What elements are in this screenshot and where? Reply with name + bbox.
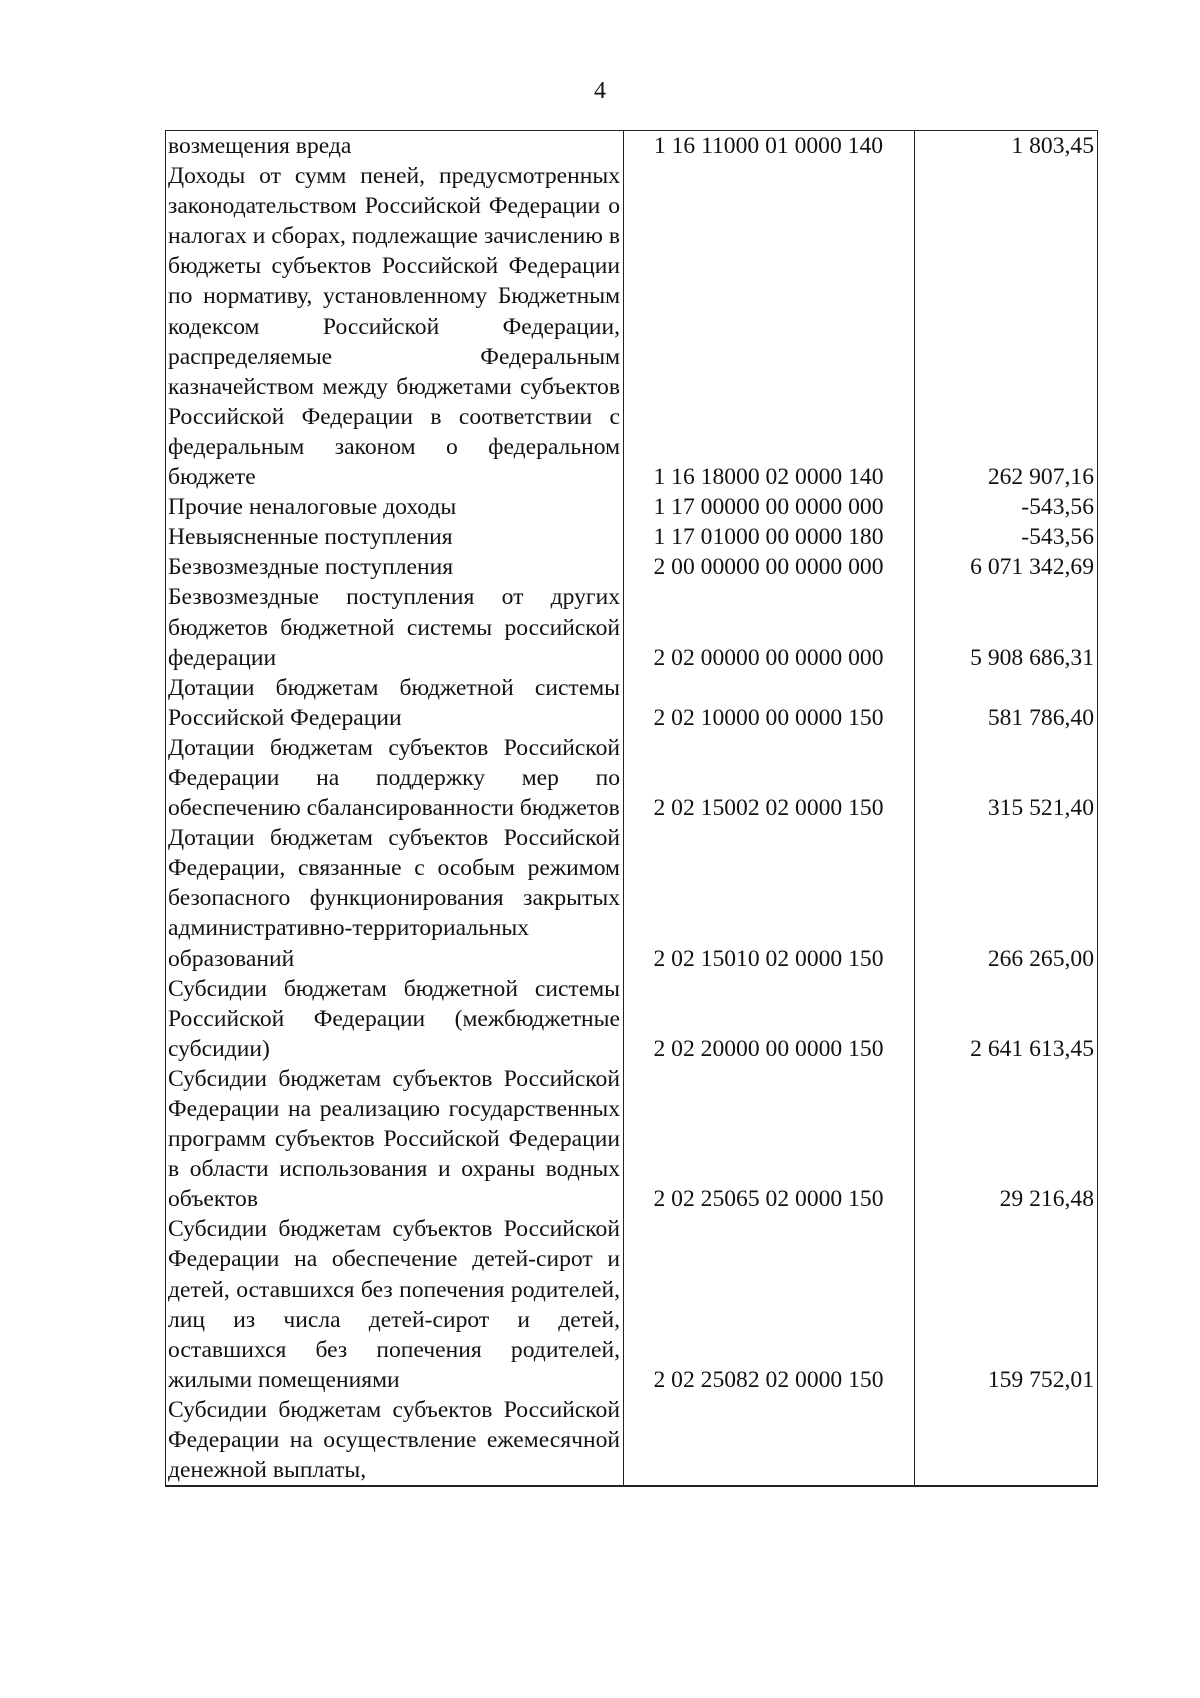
row-name: Субсидии бюджетам субъектов Российской Федерации на реализацию государственных программ субъектов Российской Федерации в области использования и охраны водных объектов [166, 1064, 624, 1214]
row-code: 2 02 25082 02 0000 150 [624, 1214, 915, 1395]
table-row [166, 1214, 1098, 1395]
row-amount: 159 752,01 [915, 1214, 1098, 1395]
row-name: Дотации бюджетам бюджетной системы Российской Федерации [166, 673, 624, 733]
row-name: Субсидии бюджетам субъектов Российской Федерации на обеспечение детей-сирот и детей, оставшихся без попечения родителей, лиц из числа детей-сирот и детей, оставшихся без попечения родителей, жилыми помещениями [166, 1214, 624, 1395]
row-amount: 6 071 342,69 [915, 552, 1098, 582]
table-row [166, 522, 1098, 552]
row-name: Невыясненные поступления [166, 522, 624, 552]
row-code: 2 02 00000 00 0000 000 [624, 582, 915, 672]
row-amount: 2 641 613,45 [915, 974, 1098, 1064]
row-amount: 5 908 686,31 [915, 582, 1098, 672]
row-name: возмещения вреда [166, 131, 624, 162]
row-code: 2 02 15002 02 0000 150 [624, 733, 915, 823]
row-amount: 581 786,40 [915, 673, 1098, 733]
table-row [166, 131, 1098, 162]
row-amount: -543,56 [915, 492, 1098, 522]
row-name: Дотации бюджетам субъектов Российской Федерации на поддержку мер по обеспечению сбалансированности бюджетов [166, 733, 624, 823]
page-number: 4 [594, 78, 606, 104]
row-code: 2 02 25065 02 0000 150 [624, 1064, 915, 1214]
row-name: Прочие неналоговые доходы [166, 492, 624, 522]
table-row [166, 492, 1098, 522]
row-amount: -543,56 [915, 522, 1098, 552]
table-row [166, 552, 1098, 582]
row-code: 2 02 10000 00 0000 150 [624, 673, 915, 733]
row-name: Безвозмездные поступления [166, 552, 624, 582]
row-name: Субсидии бюджетам бюджетной системы Российской Федерации (межбюджетные субсидии) [166, 974, 624, 1064]
row-code: 1 17 00000 00 0000 000 [624, 492, 915, 522]
row-code: 2 02 20000 00 0000 150 [624, 974, 915, 1064]
table-row [166, 823, 1098, 973]
row-code: 1 16 18000 02 0000 140 [624, 161, 915, 492]
row-code: 1 17 01000 00 0000 180 [624, 522, 915, 552]
row-name: Доходы от сумм пеней, предусмотренных законодательством Российской Федерации о налогах и сборах, подлежащие зачислению в бюджеты субъектов Российской Федерации по нормативу, установленному Бюджетным кодексом Российской Федерации, распределяемые Федеральным казначейством между бюджетами субъектов Российской Федерации в соответствии с федеральным законом о федеральном бюджете [166, 161, 624, 492]
row-amount [915, 1395, 1098, 1486]
budget-revenue-table [165, 130, 1098, 1487]
row-amount: 29 216,48 [915, 1064, 1098, 1214]
row-name: Субсидии бюджетам субъектов Российской Федерации на осуществление ежемесячной денежной выплаты, [166, 1395, 624, 1486]
row-name: Дотации бюджетам субъектов Российской Федерации, связанные с особым режимом безопасного функционирования закрытых административно-территориальных образований [166, 823, 624, 973]
row-name: Безвозмездные поступления от других бюджетов бюджетной системы российской федерации [166, 582, 624, 672]
table-row [166, 1395, 1098, 1486]
row-code [624, 1395, 915, 1486]
row-amount: 315 521,40 [915, 733, 1098, 823]
row-code: 2 00 00000 00 0000 000 [624, 552, 915, 582]
table-row [166, 1064, 1098, 1214]
row-amount: 1 803,45 [915, 131, 1098, 162]
table-row [166, 161, 1098, 492]
table-row [166, 582, 1098, 672]
table-row [166, 733, 1098, 823]
row-code: 1 16 11000 01 0000 140 [624, 131, 915, 162]
table-row [166, 673, 1098, 733]
row-code: 2 02 15010 02 0000 150 [624, 823, 915, 973]
table-row [166, 974, 1098, 1064]
row-amount: 266 265,00 [915, 823, 1098, 973]
row-amount: 262 907,16 [915, 161, 1098, 492]
